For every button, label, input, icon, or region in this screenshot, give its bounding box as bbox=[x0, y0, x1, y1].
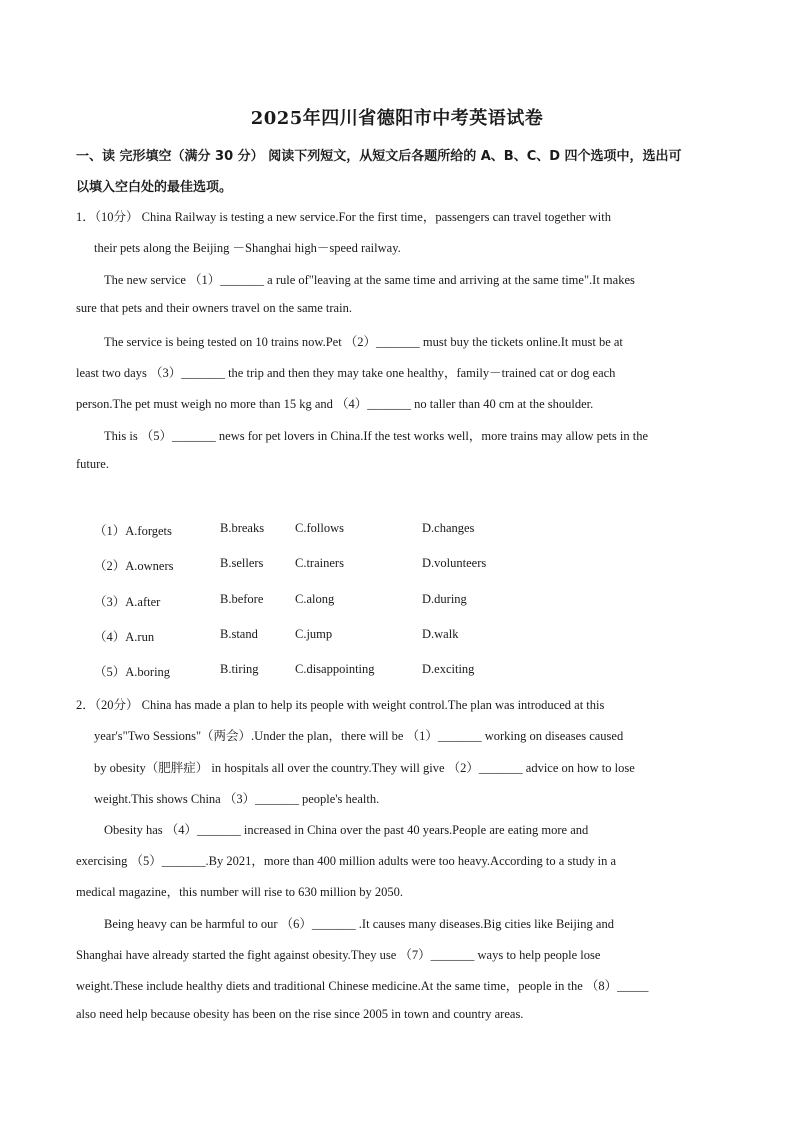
option-c[interactable]: C.jump bbox=[295, 627, 333, 641]
q1-line: This is （5）_______ news for pet lovers in China.If the test works well，more trains may allow pets in the bbox=[104, 429, 649, 443]
q1-line: The new service （1）_______ a rule of"leaving at the same time and arriving at the same time".It makes bbox=[104, 273, 635, 287]
q2-line: Obesity has （4）_______ increased in China over the past 40 years.People are eating more and bbox=[104, 823, 589, 837]
q2-line: year's"Two Sessions"（两会）.Under the plan，there will be （1）_______ working on diseases caused bbox=[94, 729, 624, 743]
q1-line: person.The pet must weigh no more than 15 kg and （4）_______ no taller than 40 cm at the shoulder. bbox=[76, 397, 594, 411]
option-d[interactable]: D.exciting bbox=[422, 662, 475, 676]
section-instruction-line2: 以填入空白处的最佳选项。 bbox=[76, 180, 233, 195]
option-a[interactable]: （2）A.owners bbox=[94, 559, 174, 573]
option-c[interactable]: C.follows bbox=[295, 521, 344, 535]
option-b[interactable]: B.tiring bbox=[220, 662, 259, 676]
option-b[interactable]: B.before bbox=[220, 592, 264, 606]
q2-line: 2．（20分） China has made a plan to help its people with weight control.The plan was introduced at this bbox=[76, 698, 605, 712]
q1-line: 1．（10分） China Railway is testing a new service.For the first time，passengers can travel together with bbox=[76, 210, 611, 224]
option-a[interactable]: （5）A.boring bbox=[94, 665, 171, 679]
q2-line: medical magazine，this number will rise to 630 million by 2050. bbox=[76, 885, 404, 899]
q1-line: sure that pets and their owners travel on the same train. bbox=[76, 301, 352, 315]
option-d[interactable]: D.changes bbox=[422, 521, 475, 535]
q2-line: weight.These include healthy diets and traditional Chinese medicine.At the same time，people in the （8）_____ bbox=[76, 979, 649, 993]
q1-line: future. bbox=[76, 457, 109, 471]
q1-line: The service is being tested on 10 trains now.Pet （2）_______ must buy the tickets online.It must be at bbox=[104, 335, 623, 349]
option-d[interactable]: D.volunteers bbox=[422, 556, 487, 570]
option-c[interactable]: C.along bbox=[295, 592, 335, 606]
option-a[interactable]: （4）A.run bbox=[94, 630, 155, 644]
section-instruction-line1: 一、读 完形填空（满分 30 分） 阅读下列短文，从短文后各题所给的 A、B、C、D 四个选项中，选出可 bbox=[76, 149, 682, 164]
q2-line: Shanghai have already started the fight against obesity.They use （7）_______ ways to help people lose bbox=[76, 948, 601, 962]
q2-line: also need help because obesity has been on the rise since 2005 in town and country areas. bbox=[76, 1007, 524, 1021]
option-c[interactable]: C.disappointing bbox=[295, 662, 375, 676]
option-c[interactable]: C.trainers bbox=[295, 556, 344, 570]
q1-line: their pets along the Beijing －Shanghai high－speed railway. bbox=[94, 241, 401, 255]
option-b[interactable]: B.breaks bbox=[220, 521, 265, 535]
exam-title: 2025年四川省德阳市中考英语试卷 bbox=[250, 108, 544, 129]
q2-line: weight.This shows China （3）_______ people's health. bbox=[94, 792, 380, 806]
option-b[interactable]: B.stand bbox=[220, 627, 258, 641]
option-a[interactable]: （1）A.forgets bbox=[94, 524, 172, 538]
q2-line: by obesity（肥胖症） in hospitals all over the country.They will give （2）_______ advice on how to lose bbox=[94, 761, 635, 775]
option-d[interactable]: D.during bbox=[422, 592, 467, 606]
option-b[interactable]: B.sellers bbox=[220, 556, 264, 570]
q2-line: exercising （5）_______.By 2021，more than 400 million adults were too heavy.According to a study in a bbox=[76, 854, 617, 868]
q2-line: Being heavy can be harmful to our （6）_______ .It causes many diseases.Big cities like Beijing and bbox=[104, 917, 614, 931]
q1-line: least two days （3）_______ the trip and then they may take one healthy，family－trained cat or dog each bbox=[76, 366, 616, 380]
option-d[interactable]: D.walk bbox=[422, 627, 459, 641]
option-a[interactable]: （3）A.after bbox=[94, 595, 161, 609]
